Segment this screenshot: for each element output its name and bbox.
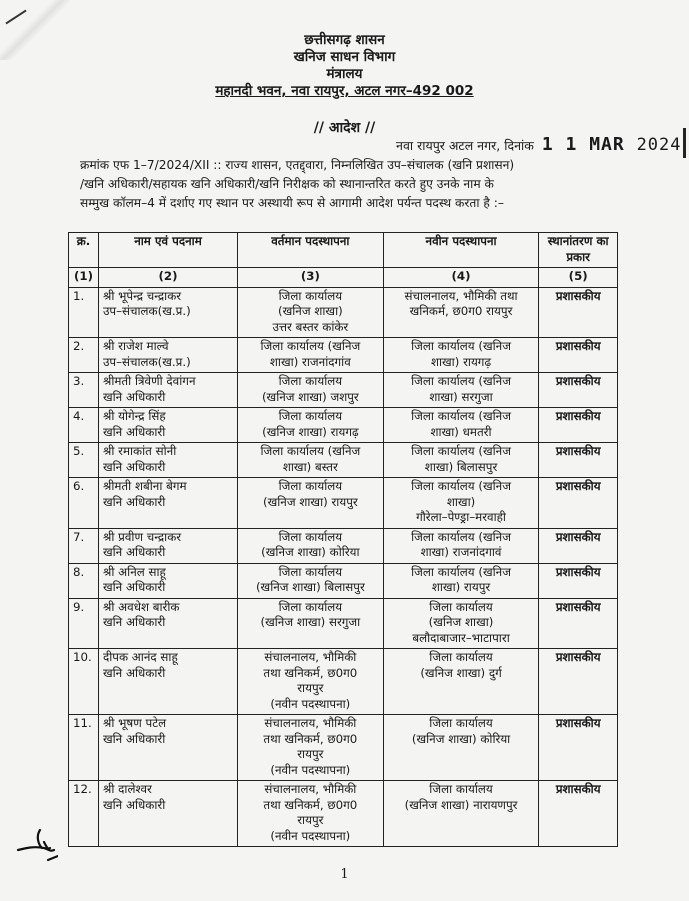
current-posting-cell	[238, 373, 384, 408]
transfer-type-cell	[539, 563, 618, 598]
transfer-type: प्रशासकीय	[555, 716, 601, 730]
name-designation-cell	[98, 478, 237, 529]
new-posting-cell	[383, 598, 539, 649]
name-designation-cell	[98, 563, 237, 598]
officer-name: श्री भूपेन्द्र चन्द्राकर	[102, 288, 182, 303]
current-posting-line: जिला कार्यालय	[278, 288, 343, 303]
name-designation-cell	[98, 287, 237, 338]
serial-number-cell	[69, 649, 99, 715]
header-new-posting: नवीन पदस्थापना	[383, 233, 539, 268]
transfer-type: प्रशासकीय	[555, 288, 601, 303]
current-posting-line: (नवीन पदस्थापना)	[270, 828, 351, 843]
transfer-table	[68, 232, 618, 847]
name-designation-cell	[98, 649, 237, 715]
current-posting-line: उत्तर बस्तर कांकेर	[272, 319, 349, 334]
new-posting-line: शाखा) सरगुजा	[429, 389, 493, 404]
officer-designation: उप–संचालक(ख.प्र.)	[102, 304, 191, 318]
new-posting-cell	[383, 338, 539, 373]
header-current-posting: वर्तमान पदस्थापना	[238, 233, 384, 268]
serial-number-cell	[69, 781, 99, 847]
letterhead	[0, 32, 689, 100]
new-posting-line: (खनिज शाखा)	[428, 615, 494, 629]
serial-number: 2.	[73, 339, 85, 353]
header-sno: क्र.	[69, 233, 99, 268]
office-address: महानदी भवन, नवा रायपुर, अटल नगर–492 002	[215, 83, 474, 99]
new-posting-line: गौरेला–पेण्ड्रा–मरवाही	[416, 510, 506, 524]
officer-name: दीपक आनंद साहू	[102, 650, 178, 664]
current-posting-line: (खनिज शाखा) कोरिया	[261, 545, 360, 559]
officer-designation: खनि अधिकारी	[102, 494, 166, 509]
officer-name: श्रीमती त्रिवेणी देवांगन	[102, 374, 196, 388]
serial-number: 3.	[73, 374, 85, 388]
intro-line: सम्मुख कॉलम–4 में दर्शाए गए स्थान पर अस्थायी रूप से आगामी आदेश पर्यन्त पदस्थ करता है :–	[80, 196, 504, 210]
transfer-type-cell	[539, 287, 618, 338]
current-posting-cell	[238, 563, 384, 598]
officer-name: श्री अनिल साहू	[102, 564, 166, 579]
new-posting-line: शाखा)	[446, 494, 476, 509]
transfer-type: प्रशासकीय	[555, 782, 601, 796]
serial-number: 8.	[73, 564, 85, 579]
signature-initials	[14, 826, 58, 866]
table-row	[69, 649, 618, 715]
transfer-type: प्रशासकीय	[555, 599, 601, 614]
transfer-type-cell	[539, 338, 618, 373]
new-posting-cell	[383, 478, 539, 529]
new-posting-cell	[383, 649, 539, 715]
serial-number: 10.	[73, 650, 92, 664]
serial-number-cell	[69, 373, 99, 408]
header-transfer-type: स्थानांतरण का प्रकार	[539, 233, 618, 268]
new-posting-line: (खनिज शाखा) नारायणपुर	[404, 797, 518, 812]
current-posting-line: जिला कार्यालय	[278, 564, 343, 579]
name-designation-cell	[98, 598, 237, 649]
new-posting-line: जिला कार्यालय	[429, 599, 493, 614]
new-posting-line: (खनिज शाखा) कोरिया	[411, 731, 511, 746]
transfer-type-cell	[539, 528, 618, 563]
transfer-type: प्रशासकीय	[555, 650, 601, 664]
serial-number-cell	[69, 338, 99, 373]
transfer-type-cell	[539, 781, 618, 847]
serial-number: 9.	[73, 599, 85, 614]
officer-name: श्री रमाकांत सोनी	[102, 444, 177, 458]
current-posting-line: तथा खनिकर्म, छ0ग0	[263, 731, 358, 746]
table-row	[69, 478, 618, 529]
serial-number: 11.	[73, 716, 92, 730]
table-row	[69, 338, 618, 373]
current-posting-line: जिला कार्यालय (खनिज	[260, 339, 361, 353]
transfer-type: प्रशासकीय	[555, 339, 601, 353]
new-posting-cell	[383, 373, 539, 408]
table-body	[69, 287, 618, 847]
order-title: // आदेश //	[313, 120, 376, 136]
ministry-name: मंत्रालय	[326, 66, 363, 82]
page-number: 1	[340, 867, 349, 882]
transfer-type: प्रशासकीय	[555, 479, 601, 493]
officer-designation: खनि अधिकारी	[102, 797, 166, 812]
current-posting-cell	[238, 598, 384, 649]
current-posting-line: (खनिज शाखा)	[277, 304, 343, 318]
serial-number-cell	[69, 478, 99, 529]
date-line	[396, 134, 682, 155]
name-designation-cell	[98, 781, 237, 847]
transfer-type: प्रशासकीय	[555, 409, 601, 423]
new-posting-line: जिला कार्यालय	[429, 716, 493, 730]
new-posting-line: संचालनालय, भौमिकी तथा	[404, 288, 518, 303]
table-row	[69, 781, 618, 847]
transfer-type: प्रशासकीय	[555, 444, 601, 458]
current-posting-line: संचालनालय, भौमिकी	[264, 716, 357, 730]
new-posting-cell	[383, 563, 539, 598]
new-posting-line: जिला कार्यालय (खनिज	[411, 339, 511, 353]
current-posting-line: तथा खनिकर्म, छ0ग0	[263, 665, 358, 680]
new-posting-line: जिला कार्यालय (खनिज	[411, 444, 511, 458]
government-name: छत्तीसगढ़ शासन	[304, 32, 385, 48]
current-posting-line: (खनिज शाखा) जशपुर	[261, 389, 359, 404]
current-posting-line: जिला कार्यालय	[278, 409, 343, 423]
department-name: खनिज साधन विभाग	[293, 49, 396, 65]
current-posting-line: रायपुर	[297, 681, 324, 695]
officer-designation: खनि अधिकारी	[102, 459, 166, 474]
current-posting-line: जिला कार्यालय (खनिज	[260, 444, 361, 458]
column-number-row	[69, 268, 618, 288]
serial-number-cell	[69, 715, 99, 781]
name-designation-cell	[98, 408, 237, 443]
current-posting-line: जिला कार्यालय	[278, 374, 343, 388]
current-posting-line: जिला कार्यालय	[278, 529, 343, 544]
transfer-type-cell	[539, 478, 618, 529]
new-posting-line: शाखा) राजनांदगावं	[420, 545, 502, 559]
officer-name: श्री दालेश्वर	[102, 782, 152, 796]
new-posting-line: शाखा) धमतरी	[430, 424, 492, 439]
current-posting-line: (खनिज शाखा) सरगुजा	[260, 615, 361, 629]
column-number: (1)	[69, 268, 99, 288]
new-posting-line: जिला कार्यालय (खनिज	[411, 374, 511, 388]
date-stamp-year: 2024	[636, 135, 682, 155]
new-posting-cell	[383, 287, 539, 338]
serial-number-cell	[69, 287, 99, 338]
serial-number: 7.	[73, 529, 85, 544]
serial-number: 6.	[73, 479, 85, 493]
new-posting-line: खनिकर्म, छ0ग0 रायपुर	[409, 304, 513, 318]
intro-line: क्रमांक एफ 1–7/2024/XII :: राज्य शासन, एतद्द्वारा, निम्नलिखित उप–संचालक (खनि प्रशासन)	[80, 158, 515, 172]
current-posting-cell	[238, 649, 384, 715]
new-posting-cell	[383, 781, 539, 847]
current-posting-line: रायपुर	[297, 747, 324, 761]
serial-number: 4.	[73, 409, 85, 423]
current-posting-line: (खनिज शाखा) रायगढ़	[262, 424, 359, 439]
officer-designation: खनि अधिकारी	[102, 545, 166, 559]
officer-name: श्री राजेश माल्वे	[102, 339, 169, 353]
name-designation-cell	[98, 443, 237, 478]
transfer-type-cell	[539, 649, 618, 715]
transfer-type: प्रशासकीय	[555, 564, 601, 579]
new-posting-cell	[383, 443, 539, 478]
name-designation-cell	[98, 715, 237, 781]
table-row	[69, 287, 618, 338]
new-posting-line: (खनिज शाखा) दुर्ग	[420, 665, 502, 680]
current-posting-cell	[238, 715, 384, 781]
new-posting-line: बलौदाबाजार–भाटापारा	[412, 630, 510, 645]
place-date-label: नवा रायपुर अटल नगर, दिनांक	[396, 138, 534, 153]
transfer-type: प्रशासकीय	[555, 374, 601, 388]
transfer-type-cell	[539, 598, 618, 649]
new-posting-line: शाखा) रायपुर	[431, 580, 491, 594]
transfer-type-cell	[539, 373, 618, 408]
officer-designation: खनि अधिकारी	[102, 665, 166, 680]
officer-designation: खनि अधिकारी	[102, 580, 166, 594]
table-row	[69, 715, 618, 781]
officer-name: श्री योगेन्द्र सिंह	[102, 409, 166, 423]
serial-number-cell	[69, 598, 99, 649]
officer-designation: खनि अधिकारी	[102, 615, 166, 629]
new-posting-line: जिला कार्यालय (खनिज	[411, 564, 511, 579]
current-posting-cell	[238, 408, 384, 443]
serial-number-cell	[69, 563, 99, 598]
officer-designation: खनि अधिकारी	[102, 424, 166, 439]
column-number: (2)	[98, 268, 237, 288]
new-posting-line: जिला कार्यालय (खनिज	[411, 529, 511, 544]
officer-name: श्रीमती शबीना बेगम	[102, 479, 187, 493]
current-posting-line: संचालनालय, भौमिकी	[264, 782, 357, 796]
new-posting-line: जिला कार्यालय (खनिज	[411, 479, 511, 493]
current-posting-cell	[238, 781, 384, 847]
current-posting-cell	[238, 443, 384, 478]
officer-designation: उप–संचालक(ख.प्र.)	[102, 354, 191, 369]
transfer-type-cell	[539, 408, 618, 443]
current-posting-line: संचालनालय, भौमिकी	[264, 650, 357, 664]
new-posting-line: शाखा) बिलासपुर	[424, 459, 498, 474]
date-stamp	[542, 134, 682, 155]
officer-name: श्री भूषण पटेल	[102, 716, 167, 730]
new-posting-line: शाखा) रायगढ़	[430, 354, 492, 369]
order-intro-paragraph	[80, 156, 620, 213]
serial-number-cell	[69, 408, 99, 443]
table-row	[69, 528, 618, 563]
table-row	[69, 443, 618, 478]
current-posting-line: जिला कार्यालय	[278, 599, 343, 614]
new-posting-cell	[383, 528, 539, 563]
current-posting-cell	[238, 528, 384, 563]
serial-number-cell	[69, 528, 99, 563]
current-posting-line: (नवीन पदस्थापना)	[270, 696, 351, 711]
name-designation-cell	[98, 528, 237, 563]
new-posting-cell	[383, 715, 539, 781]
margin-mark	[683, 128, 686, 158]
current-posting-line: (खनिज शाखा) बिलासपुर	[255, 580, 365, 594]
new-posting-line: जिला कार्यालय	[429, 782, 493, 796]
current-posting-line: तथा खनिकर्म, छ0ग0	[263, 797, 358, 812]
officer-designation: खनि अधिकारी	[102, 389, 166, 404]
intro-line: /खनि अधिकारी/सहायक खनि अधिकारी/खनि निरीक्षक को स्थानान्तरित करते हुए उनके नाम के	[80, 177, 494, 191]
transfer-type-cell	[539, 443, 618, 478]
officer-name: श्री प्रवीण चन्द्राकर	[102, 529, 182, 544]
transfer-type: प्रशासकीय	[555, 529, 601, 544]
current-posting-line: (खनिज शाखा) रायपुर	[262, 494, 358, 509]
name-designation-cell	[98, 338, 237, 373]
new-posting-line: जिला कार्यालय (खनिज	[411, 409, 511, 423]
current-posting-line: जिला कार्यालय	[278, 479, 343, 493]
transfer-type-cell	[539, 715, 618, 781]
serial-number-cell	[69, 443, 99, 478]
table-row	[69, 598, 618, 649]
officer-designation: खनि अधिकारी	[102, 731, 166, 746]
serial-number: 12.	[73, 782, 92, 796]
new-posting-line: जिला कार्यालय	[429, 650, 493, 664]
table-row	[69, 563, 618, 598]
current-posting-line: (नवीन पदस्थापना)	[270, 762, 351, 777]
date-stamp-day-month: 1 1 MAR	[541, 134, 625, 155]
current-posting-cell	[238, 478, 384, 529]
current-posting-line: रायपुर	[297, 813, 324, 827]
current-posting-line: शाखा) राजनांदगांव	[269, 354, 351, 369]
current-posting-cell	[238, 338, 384, 373]
name-designation-cell	[98, 373, 237, 408]
table-row	[69, 408, 618, 443]
current-posting-line: शाखा) बस्तर	[282, 459, 338, 474]
serial-number: 5.	[73, 444, 85, 458]
table-row	[69, 373, 618, 408]
header-name: नाम एवं पदनाम	[98, 233, 237, 268]
column-number: (3)	[238, 268, 384, 288]
officer-name: श्री अवधेश बारीक	[102, 599, 180, 614]
column-number: (4)	[383, 268, 539, 288]
serial-number: 1.	[73, 288, 85, 303]
table-header-row	[69, 233, 618, 268]
column-number: (5)	[539, 268, 618, 288]
current-posting-cell	[238, 287, 384, 338]
new-posting-cell	[383, 408, 539, 443]
